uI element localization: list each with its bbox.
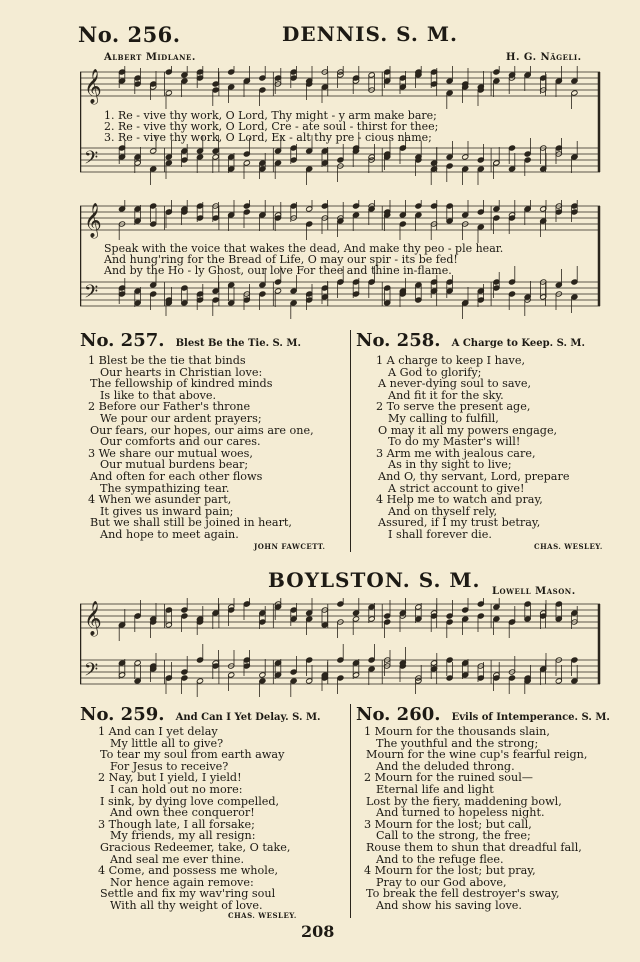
verse-line: With all thy weight of love.: [110, 898, 263, 912]
verse-line: Our fears, our hopes, our aims are one,: [90, 423, 314, 437]
hymn-259-author: CHAS. WESLEY.: [228, 911, 297, 920]
hymn-257-number: No. 257.: [80, 330, 165, 351]
verse-line: 2 To serve the present age,: [376, 400, 531, 414]
verse-line: For Jesus to receive?: [110, 759, 229, 773]
hymn-257-subtitle: Blest Be the Tie. S. M.: [175, 338, 301, 349]
verse-line: And own thee conqueror!: [110, 806, 255, 820]
verse-line: 4 Come, and possess me whole,: [98, 864, 278, 878]
hymn-260-verses: [364, 726, 634, 912]
lyric-line: And hung'ring for the Bread of Life, O may our spir - its be fed!: [104, 253, 458, 266]
hymn-258-header: [356, 330, 585, 351]
lyric-line: 3. Re - vive thy work, O Lord, Ex - alt thy pre - cious name;: [104, 131, 432, 144]
verse-line: I can hold out no more:: [110, 782, 243, 796]
verse-line: Settle and fix my wav'ring soul: [100, 887, 276, 901]
hymn-260-header: [356, 704, 610, 725]
hymn-259-subtitle: And Can I Yet Delay. S. M.: [175, 712, 321, 723]
svg-text:𝄢: 𝄢: [84, 660, 99, 686]
verse-line: The youthful and the strong;: [376, 736, 539, 750]
verse-line: O may it all my powers engage,: [378, 423, 558, 437]
music-staff: [80, 598, 610, 698]
verse-line: 2 Before our Father's throne: [88, 400, 251, 414]
page-number: 208: [301, 922, 335, 941]
svg-text:𝄞: 𝄞: [84, 69, 102, 104]
verse-line: But we shall still be joined in heart,: [90, 516, 292, 530]
verse-line: And often for each other flows: [90, 469, 263, 483]
hymn-259-verses: [98, 726, 348, 912]
lyric-line: And by the Ho - ly Ghost, our love For thee and thine in-flame.: [104, 264, 452, 277]
verse-line: 4 When we asunder part,: [88, 493, 232, 507]
verse-line: I sink, by dying love compelled,: [100, 794, 280, 808]
hymn-256-title: DENNIS. S. M.: [282, 22, 458, 46]
verse-line: 4 Help me to watch and pray,: [376, 493, 543, 507]
verse-line: And fit it for the sky.: [388, 388, 504, 402]
verse-line: Eternal life and light: [376, 782, 494, 796]
column-divider: [350, 704, 351, 918]
verse-line: And seal me ever thine.: [110, 852, 245, 866]
hymn-256-number: No. 256.: [78, 22, 181, 47]
verse-line: Assured, if I my trust betray,: [378, 516, 541, 530]
verse-line: And O, thy servant, Lord, prepare: [378, 469, 570, 483]
hymn-256-composer: H. G. Nägeli.: [506, 52, 582, 63]
verse-line: Gracious Redeemer, take, O take,: [100, 840, 291, 854]
verse-line: To tear my soul from earth away: [100, 748, 285, 762]
svg-text:𝄞: 𝄞: [84, 203, 102, 238]
verse-line: Is like to that above.: [100, 388, 217, 402]
verse-line: Our comforts and our cares.: [100, 435, 261, 449]
hymn-256-lyrics-top: [104, 110, 604, 143]
hymn-257-header: [80, 330, 301, 351]
verse-line: We pour our ardent prayers;: [100, 411, 262, 425]
hymn-256-lyrics-bottom: [104, 243, 604, 276]
verse-line: 4 Mourn for the lost; but pray,: [364, 864, 536, 878]
hymn-258-subtitle: A Charge to Keep. S. M.: [451, 338, 585, 349]
verse-line: And turned to hopeless night.: [376, 806, 545, 820]
verse-line: 3 Arm me with jealous care,: [376, 446, 536, 460]
verse-line: My calling to fulfill,: [388, 411, 499, 425]
verse-line: 2 Nay, but I yield, I yield!: [98, 771, 242, 785]
verse-line: 1 Mourn for the thousands slain,: [364, 725, 550, 738]
hymn-259-header: [80, 704, 321, 725]
hymn-260-subtitle: Evils of Intemperance. S. M.: [451, 712, 610, 723]
verse-line: Mourn for the wine cup's fearful reign,: [366, 748, 588, 762]
verse-line: Our mutual burdens bear;: [100, 458, 249, 472]
lyric-line: Speak with the voice that wakes the dead, And make thy peo - ple hear.: [104, 242, 504, 255]
verse-line: Nor hence again remove:: [110, 875, 254, 889]
verse-line: To break the fell destroyer's sway,: [366, 887, 560, 901]
lyric-line: 2. Re - vive thy work, O Lord, Cre - ate soul - thirst for thee;: [104, 120, 439, 133]
hymn-258-verses: [376, 355, 626, 541]
verse-line: Call to the strong, the free;: [376, 829, 531, 843]
hymn-257-verses: [88, 355, 348, 541]
verse-line: And hope to meet again.: [100, 527, 239, 541]
verse-line: 3 Mourn for the lost; but call,: [364, 817, 532, 831]
verse-line: My little all to give?: [110, 736, 224, 750]
verse-line: As in thy sight to live;: [388, 458, 512, 472]
hymn-256-author: Albert Midlane.: [104, 52, 196, 63]
verse-line: And the deluded throng.: [376, 759, 515, 773]
verse-line: 1 Blest be the tie that binds: [88, 354, 246, 367]
verse-line: And to the refuge flee.: [376, 852, 504, 866]
verse-line: And on thyself rely,: [388, 504, 498, 518]
hymn-259-number: No. 259.: [80, 704, 165, 725]
verse-line: My friends, my all resign:: [110, 829, 256, 843]
verse-line: A God to glorify;: [388, 365, 482, 379]
verse-line: And show his saving love.: [376, 898, 522, 912]
verse-line: 3 Though late, I all forsake;: [98, 817, 255, 831]
music-system-boylston: [80, 598, 600, 698]
verse-line: A strict account to give!: [388, 481, 525, 495]
verse-line: 3 We share our mutual woes,: [88, 446, 253, 460]
lyric-line: 1. Re - vive thy work, O Lord, Thy might - y arm make bare;: [104, 109, 437, 122]
verse-line: It gives us inward pain;: [100, 504, 234, 518]
column-divider: [350, 330, 351, 552]
svg-text:𝄢: 𝄢: [84, 282, 99, 308]
verse-line: I shall forever die.: [388, 527, 492, 541]
verse-line: Lost by the fiery, maddening bowl,: [366, 794, 562, 808]
verse-line: 2 Mourn for the ruined soul—: [364, 771, 533, 785]
hymn-258-number: No. 258.: [356, 330, 441, 351]
svg-text:𝄞: 𝄞: [84, 601, 102, 636]
hymn-258-author: CHAS. WESLEY.: [534, 542, 603, 551]
verse-line: A never-dying soul to save,: [378, 377, 532, 391]
verse-line: The sympathizing tear.: [100, 481, 230, 495]
hymn-257-author: JOHN FAWCETT.: [254, 542, 326, 551]
verse-line: Rouse them to shun that dreadful fall,: [366, 840, 582, 854]
svg-text:𝄢: 𝄢: [84, 148, 99, 174]
hymn-260-number: No. 260.: [356, 704, 441, 725]
verse-line: 1 A charge to keep I have,: [376, 354, 526, 367]
verse-line: The fellowship of kindred minds: [90, 377, 273, 391]
verse-line: To do my Master's will!: [388, 435, 521, 449]
tune-boylston-title: BOYLSTON. S. M.: [268, 568, 481, 592]
tune-boylston-composer: Lowell Mason.: [492, 586, 576, 597]
verse-line: Our hearts in Christian love:: [100, 365, 263, 379]
verse-line: 1 And can I yet delay: [98, 725, 218, 738]
verse-line: Pray to our God above,: [376, 875, 507, 889]
